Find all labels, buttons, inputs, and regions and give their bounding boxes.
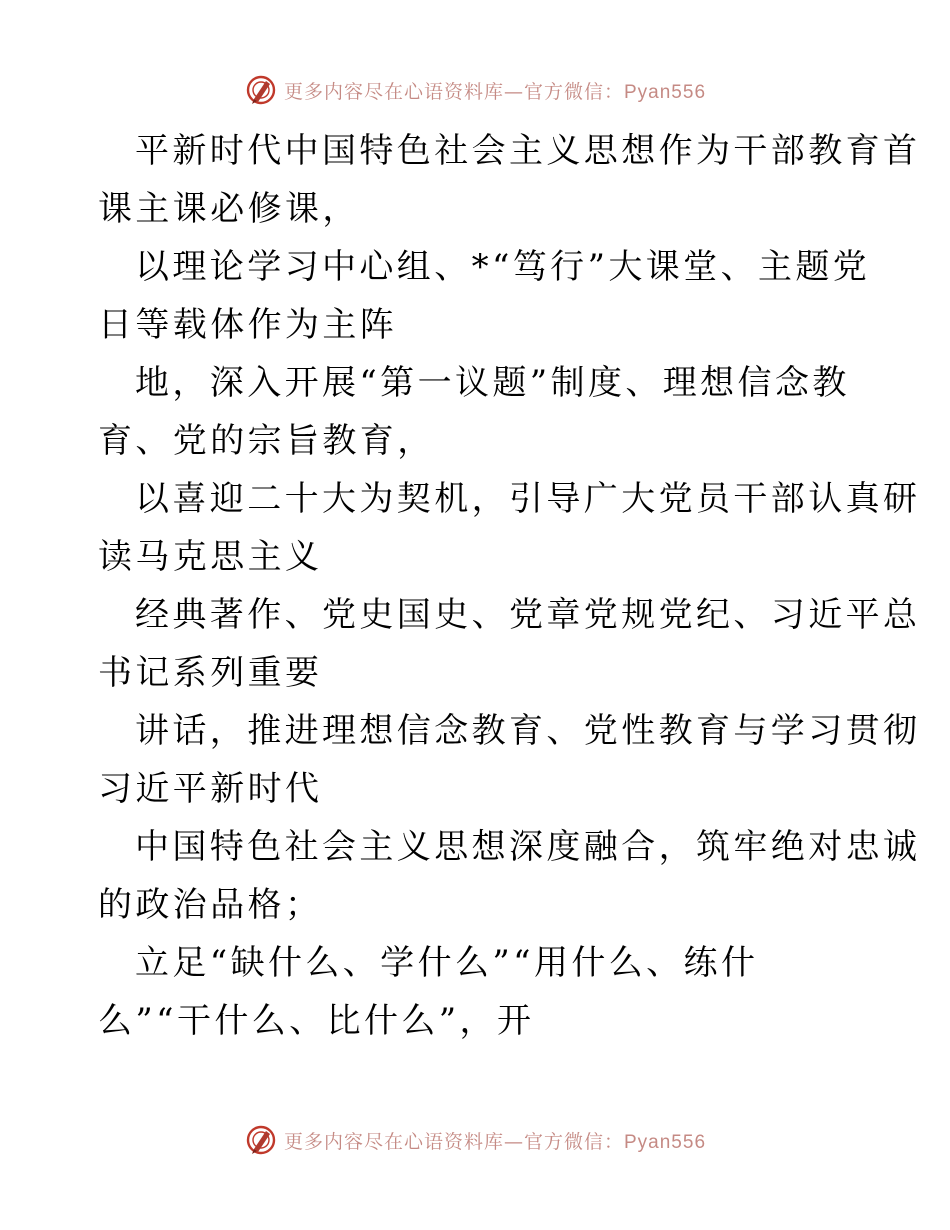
- text-line: 书记系列重要: [98, 653, 323, 693]
- text-line: 立足“缺什么、学什么”“用什么、练什: [135, 943, 759, 983]
- pen-nib-circle-icon: [244, 1123, 278, 1157]
- text-line: 么”“干什么、比什么”，开: [98, 1001, 535, 1041]
- text-line: 地，深入开展“第一议题”制度、理想信念教: [135, 363, 850, 403]
- watermark-text: 更多内容尽在心语资料库—官方微信：Pyan556: [283, 80, 707, 103]
- text-line: 讲话，推进理想信念教育、党性教育与学习贯彻: [135, 711, 921, 751]
- pen-nib-circle-icon: [244, 73, 278, 107]
- text-line: 平新时代中国特色社会主义思想作为干部教育首: [135, 131, 921, 171]
- text-line: 课主课必修课，: [98, 189, 360, 229]
- text-line: 习近平新时代: [98, 769, 323, 809]
- text-line: 以喜迎二十大为契机，引导广大党员干部认真研: [135, 479, 921, 519]
- footer-watermark: [0, 1120, 950, 1160]
- text-line: 的政治品格；: [98, 885, 323, 925]
- text-line: 育、党的宗旨教育，: [98, 421, 435, 461]
- text-line: 日等载体作为主阵: [98, 305, 398, 345]
- text-line: 经典著作、党史国史、党章党规党纪、习近平总: [135, 595, 921, 635]
- text-line: 中国特色社会主义思想深度融合，筑牢绝对忠诚: [135, 827, 921, 867]
- header-watermark: [0, 70, 950, 110]
- text-line: 以理论学习中心组、*“笃行”大课堂、主题党: [135, 247, 871, 287]
- watermark-text: 更多内容尽在心语资料库—官方微信：Pyan556: [283, 1130, 707, 1153]
- document-body: [98, 122, 921, 1050]
- text-line: 读马克思主义: [98, 537, 323, 577]
